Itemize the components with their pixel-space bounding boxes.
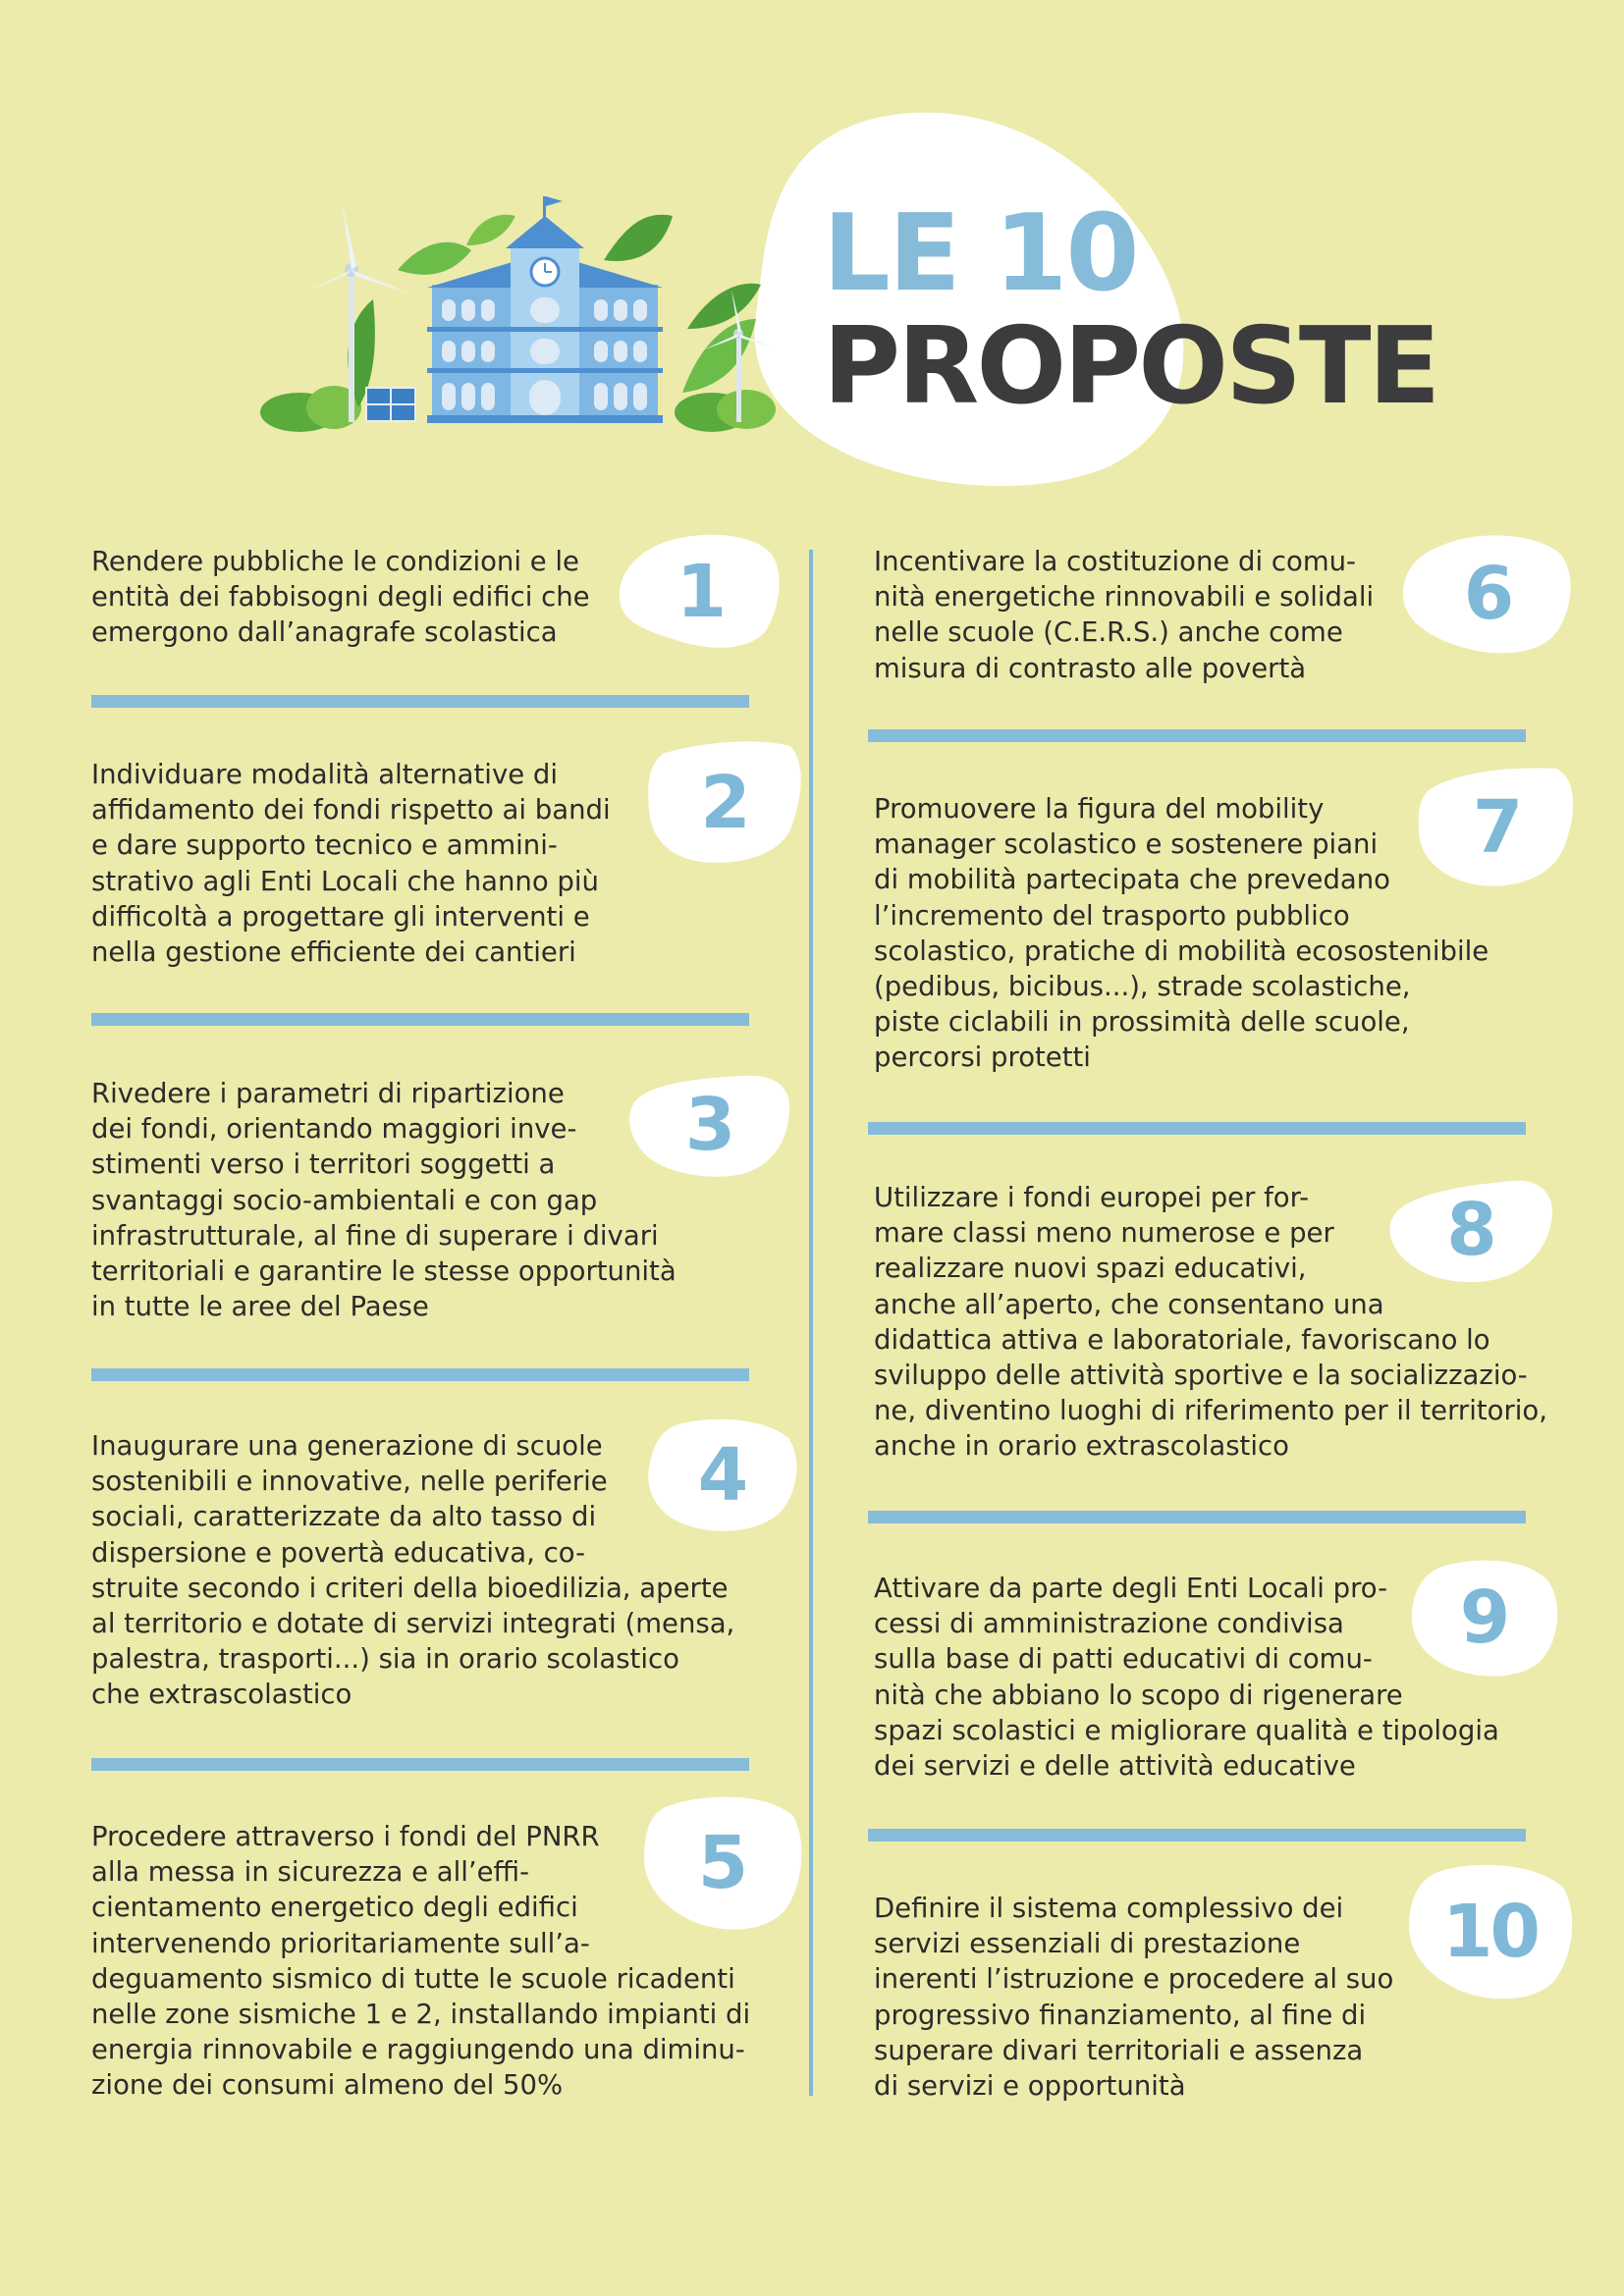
proposal-number: 6 bbox=[1463, 552, 1512, 636]
proposal-line: inerenti l’istruzione e procedere al suo bbox=[874, 1963, 1394, 1996]
proposal-line: sociali, caratterizzate da alto tasso di bbox=[91, 1501, 597, 1533]
page-title-line-1: LE 10 bbox=[823, 192, 1138, 315]
proposal-text bbox=[91, 1428, 734, 1713]
proposal-line: palestra, trasporti...) sia in orario scolastico bbox=[91, 1643, 679, 1676]
proposal-line: misura di contrasto alle povertà bbox=[874, 652, 1307, 684]
number-blob-9 bbox=[1406, 1554, 1561, 1682]
separator bbox=[91, 1013, 749, 1026]
proposal-line: l’incremento del trasporto pubblico bbox=[874, 899, 1350, 932]
proposal-text bbox=[874, 791, 1489, 1076]
proposal-line: energia rinnovabile e raggiungendo una diminu- bbox=[91, 2034, 745, 2066]
proposal-line: scolastico, pratiche di mobilità ecosostenibile bbox=[874, 934, 1489, 967]
proposal-line: infrastrutturale, al fine di superare i divari bbox=[91, 1219, 659, 1252]
proposal-line: nità che abbiano lo scopo di rigenerare bbox=[874, 1679, 1403, 1711]
separator bbox=[868, 1829, 1526, 1842]
separator bbox=[868, 1511, 1526, 1523]
proposal-line: realizzare nuovi spazi educativi, bbox=[874, 1253, 1307, 1285]
proposal-line: dei fondi, orientando maggiori inve- bbox=[91, 1113, 577, 1146]
number-blob-5 bbox=[638, 1791, 805, 1934]
proposal-line: zione dei consumi almeno del 50% bbox=[91, 2069, 564, 2102]
proposal-line: cientamento energetico degli edifici bbox=[91, 1892, 578, 1924]
separator bbox=[868, 1122, 1526, 1135]
proposal-line: Attivare da parte degli Enti Locali pro- bbox=[874, 1573, 1388, 1604]
proposal-number: 10 bbox=[1442, 1889, 1538, 1974]
proposal-line: ne, diventino luoghi di riferimento per il territorio, bbox=[874, 1395, 1547, 1427]
proposal-line: entità dei fabbisogni degli edifici che bbox=[91, 581, 590, 614]
proposal-line: affidamento dei fondi rispetto ai bandi bbox=[91, 794, 611, 827]
proposal-line: Utilizzare i fondi europei per for- bbox=[874, 1182, 1310, 1213]
number-blob-7 bbox=[1414, 761, 1579, 893]
proposal-text bbox=[91, 1076, 677, 1324]
proposal-number: 7 bbox=[1472, 784, 1521, 870]
proposal-line: cessi di amministrazione condivisa bbox=[874, 1608, 1344, 1640]
proposal-line: piste ciclabili in prossimità delle scuole, bbox=[874, 1006, 1410, 1039]
number-blob-6 bbox=[1399, 530, 1576, 658]
proposal-line: alla messa in sicurezza e all’effi- bbox=[91, 1856, 530, 1889]
proposal-line: difficoltà a progettare gli interventi e bbox=[91, 900, 590, 933]
proposal-line: dispersione e povertà educativa, co- bbox=[91, 1536, 585, 1569]
column-divider bbox=[809, 550, 813, 2096]
proposal-line: sulla base di patti educativi di comu- bbox=[874, 1643, 1373, 1676]
proposal-line: nelle scuole (C.E.R.S.) anche come bbox=[874, 616, 1343, 649]
proposal-text bbox=[91, 544, 590, 651]
proposal-number: 4 bbox=[697, 1432, 746, 1518]
proposal-line: superare divari territoriali e assenza bbox=[874, 2034, 1364, 2066]
proposal-line: nità energetiche rinnovabili e solidali bbox=[874, 581, 1375, 614]
number-blob-2 bbox=[643, 736, 805, 869]
proposal-line: deguamento sismico di tutte le scuole ricadenti bbox=[91, 1962, 735, 1995]
proposal-line: Definire il sistema complessivo dei bbox=[874, 1893, 1344, 1924]
number-blob-1 bbox=[617, 530, 784, 653]
proposal-line: Incentivare la costituzione di comu- bbox=[874, 546, 1356, 577]
proposal-line: anche in orario extrascolastico bbox=[874, 1430, 1289, 1463]
proposal-line: manager scolastico e sostenere piani bbox=[874, 828, 1379, 861]
proposal-line: mare classi meno numerose e per bbox=[874, 1217, 1334, 1250]
proposal-line: percorsi protetti bbox=[874, 1041, 1091, 1074]
proposal-number: 9 bbox=[1459, 1575, 1508, 1660]
proposal-line: Rivedere i parametri di ripartizione bbox=[91, 1078, 565, 1109]
proposal-line: Procedere attraverso i fondi del PNRR bbox=[91, 1821, 600, 1852]
number-blob-4 bbox=[643, 1414, 800, 1536]
proposal-line: territoriali e garantire le stesse opportunità bbox=[91, 1255, 677, 1288]
proposal-line: che extrascolastico bbox=[91, 1679, 352, 1711]
page-title-line-2: PROPOSTE bbox=[823, 305, 1438, 428]
proposal-line: intervenendo prioritariamente sull’a- bbox=[91, 1927, 590, 1959]
proposal-line: emergono dall’anagrafe scolastica bbox=[91, 616, 558, 649]
proposal-line: stimenti verso i territori soggetti a bbox=[91, 1148, 556, 1181]
number-blob-8 bbox=[1384, 1173, 1556, 1286]
proposal-line: di servizi e opportunità bbox=[874, 2070, 1186, 2103]
proposal-text bbox=[91, 757, 611, 970]
proposal-line: nella gestione efficiente dei cantieri bbox=[91, 936, 576, 969]
proposal-line: svantaggi socio-ambientali e con gap bbox=[91, 1184, 598, 1216]
proposal-text bbox=[874, 544, 1374, 686]
proposal-line: struite secondo i criteri della bioedilizia, aperte bbox=[91, 1572, 729, 1604]
proposal-line: Promuovere la figura del mobility bbox=[874, 793, 1325, 825]
separator bbox=[868, 729, 1526, 742]
proposal-line: di mobilità partecipata che prevedano bbox=[874, 864, 1391, 896]
proposal-line: anche all’aperto, che consentano una bbox=[874, 1288, 1384, 1320]
proposal-line: Inaugurare una generazione di scuole bbox=[91, 1430, 603, 1462]
number-blob-10 bbox=[1404, 1860, 1576, 2002]
proposal-number: 2 bbox=[700, 760, 748, 845]
proposal-line: dei servizi e delle attività educative bbox=[874, 1750, 1356, 1783]
separator bbox=[91, 695, 749, 708]
title-blob-shape bbox=[0, 0, 1624, 510]
proposal-line: nelle zone sismiche 1 e 2, installando impianti di bbox=[91, 1999, 751, 2031]
proposal-line: in tutte le aree del Paese bbox=[91, 1291, 429, 1323]
number-blob-3 bbox=[624, 1068, 793, 1181]
proposal-number: 5 bbox=[697, 1820, 746, 1905]
separator bbox=[91, 1368, 749, 1381]
proposal-text bbox=[874, 1891, 1393, 2104]
school-building-with-wind-turbines-icon bbox=[250, 191, 781, 432]
proposal-line: didattica attiva e laboratoriale, favoriscano lo bbox=[874, 1323, 1490, 1356]
proposal-line: spazi scolastici e migliorare qualità e tipologia bbox=[874, 1714, 1499, 1746]
proposal-line: (pedibus, bicibus...), strade scolastiche, bbox=[874, 971, 1411, 1003]
separator bbox=[91, 1758, 749, 1771]
proposal-line: progressivo finanziamento, al fine di bbox=[874, 1999, 1367, 2031]
proposal-number: 3 bbox=[684, 1082, 733, 1167]
proposal-line: strativo agli Enti Locali che hanno più bbox=[91, 865, 599, 897]
proposal-line: Rendere pubbliche le condizioni e le bbox=[91, 546, 579, 577]
proposal-line: e dare supporto tecnico e ammini- bbox=[91, 829, 558, 862]
proposal-line: sviluppo delle attività sportive e la socializzazio- bbox=[874, 1360, 1528, 1392]
proposal-number: 1 bbox=[676, 549, 725, 634]
proposal-line: Individuare modalità alternative di bbox=[91, 759, 558, 790]
proposal-line: sostenibili e innovative, nelle periferie bbox=[91, 1466, 608, 1498]
proposal-line: al territorio e dotate di servizi integrati (mensa, bbox=[91, 1608, 735, 1640]
proposal-number: 8 bbox=[1446, 1187, 1494, 1272]
proposal-line: servizi essenziali di prestazione bbox=[874, 1928, 1301, 1960]
